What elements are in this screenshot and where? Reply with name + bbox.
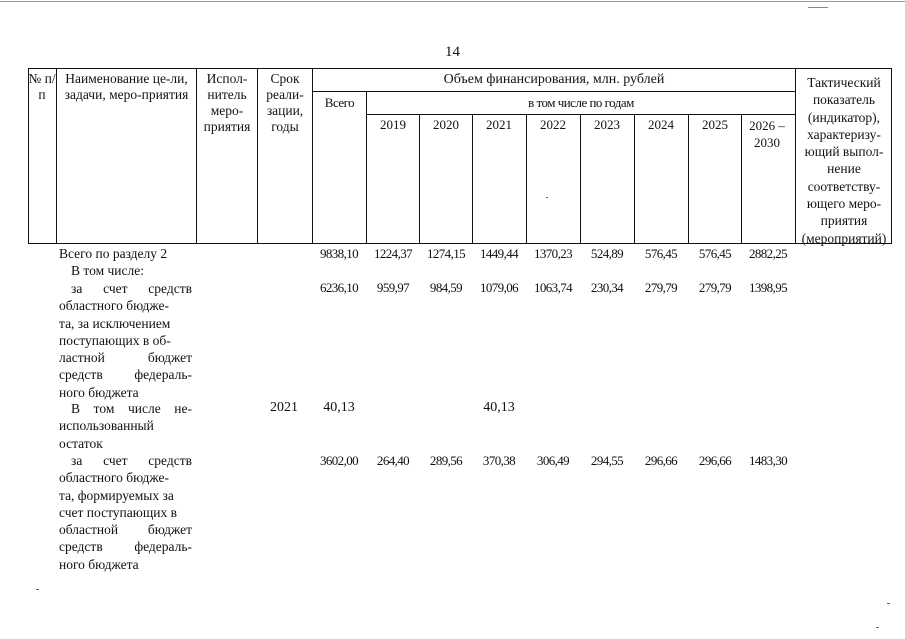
row-value: 289,56 (429, 453, 463, 468)
col-divider (634, 114, 635, 244)
row-value: 40,13 (483, 400, 515, 415)
row-value: 296,66 (644, 453, 678, 468)
row-value: 296,66 (698, 453, 732, 468)
row-value: 576,45 (698, 246, 732, 261)
row-divider (312, 91, 795, 92)
scan-speck (36, 589, 39, 590)
row-value: 1274,15 (426, 246, 466, 261)
row-value: 1079,06 (479, 280, 519, 295)
row-value: 1224,37 (373, 246, 413, 261)
col-divider (526, 114, 527, 244)
scan-speck (876, 627, 879, 628)
col-divider (419, 114, 420, 244)
row-value: 230,34 (590, 280, 624, 295)
row-label: за счет средств областного бюдже- та, за исключением поступающих в об- ластной бюджет средств федераль- ного бюджета (59, 281, 192, 400)
header-year-2019: 2019 (380, 117, 406, 132)
row-label: Всего по разделу 2 (59, 246, 168, 261)
row-label: В том числе не- использованный остаток (59, 401, 192, 451)
row-value: 264,40 (376, 453, 410, 468)
header-indicator: Тактический показатель (индикатор), характеризу-ющий выпол-нение соответству-ющего меро-приятия (мероприятий) (801, 75, 887, 246)
col-divider (688, 114, 689, 244)
row-value: 306,49 (536, 453, 570, 468)
header-year-2022: 2022 (540, 117, 566, 132)
row-value: 279,79 (698, 280, 732, 295)
header-number: № п/п (28, 71, 56, 102)
header-total: Всего (324, 95, 355, 110)
row-label: за счет средств областного бюдже- та, формируемых за счет поступающих в областной бюджет средств федераль- ного бюджета (59, 453, 192, 572)
header-name: Наименование це-ли, задачи, меро-приятия (64, 71, 189, 102)
row-value: 1449,44 (479, 246, 519, 261)
page-top-edge (0, 1, 905, 2)
row-total: 40,13 (323, 400, 355, 415)
header-executor: Испол-нитель меро-приятия (203, 71, 251, 134)
scan-mark (808, 7, 828, 8)
header-term: Срок реали-зации, годы (266, 71, 304, 134)
row-total: 6236,10 (319, 280, 359, 295)
row-value: 294,55 (590, 453, 624, 468)
row-value: 1370,23 (533, 246, 573, 261)
row-term: 2021 (270, 400, 298, 415)
page-number: 14 (445, 44, 460, 60)
row-value: 984,59 (429, 280, 463, 295)
header-volume: Объем финансирования, млн. рублей (443, 72, 665, 87)
row-value: 1063,74 (533, 280, 573, 295)
row-total: 3602,00 (319, 453, 359, 468)
header-year-2020: 2020 (433, 117, 459, 132)
row-total: 9838,10 (319, 246, 359, 261)
row-value: 279,79 (644, 280, 678, 295)
col-divider (741, 114, 742, 244)
header-year-2026-2030: 2026 – 2030 (749, 118, 785, 150)
row-value: 1398,95 (748, 280, 788, 295)
header-year-2025: 2025 (702, 117, 728, 132)
row-value: 959,97 (376, 280, 410, 295)
row-value: 1483,30 (748, 453, 788, 468)
header-by-years: в том числе по годам (528, 95, 634, 110)
col-divider (580, 114, 581, 244)
row-divider (366, 114, 795, 115)
header-year-2021: 2021 (486, 117, 512, 132)
scan-speck (887, 603, 890, 604)
col-divider (472, 114, 473, 244)
header-year-2024: 2024 (648, 117, 674, 132)
row-value: 370,38 (482, 453, 516, 468)
row-value: 2882,25 (748, 246, 788, 261)
row-value: 524,89 (590, 246, 624, 261)
row-value: 576,45 (644, 246, 678, 261)
row-label: В том числе: (71, 263, 144, 278)
scan-speck (546, 197, 548, 198)
header-year-2023: 2023 (594, 117, 620, 132)
